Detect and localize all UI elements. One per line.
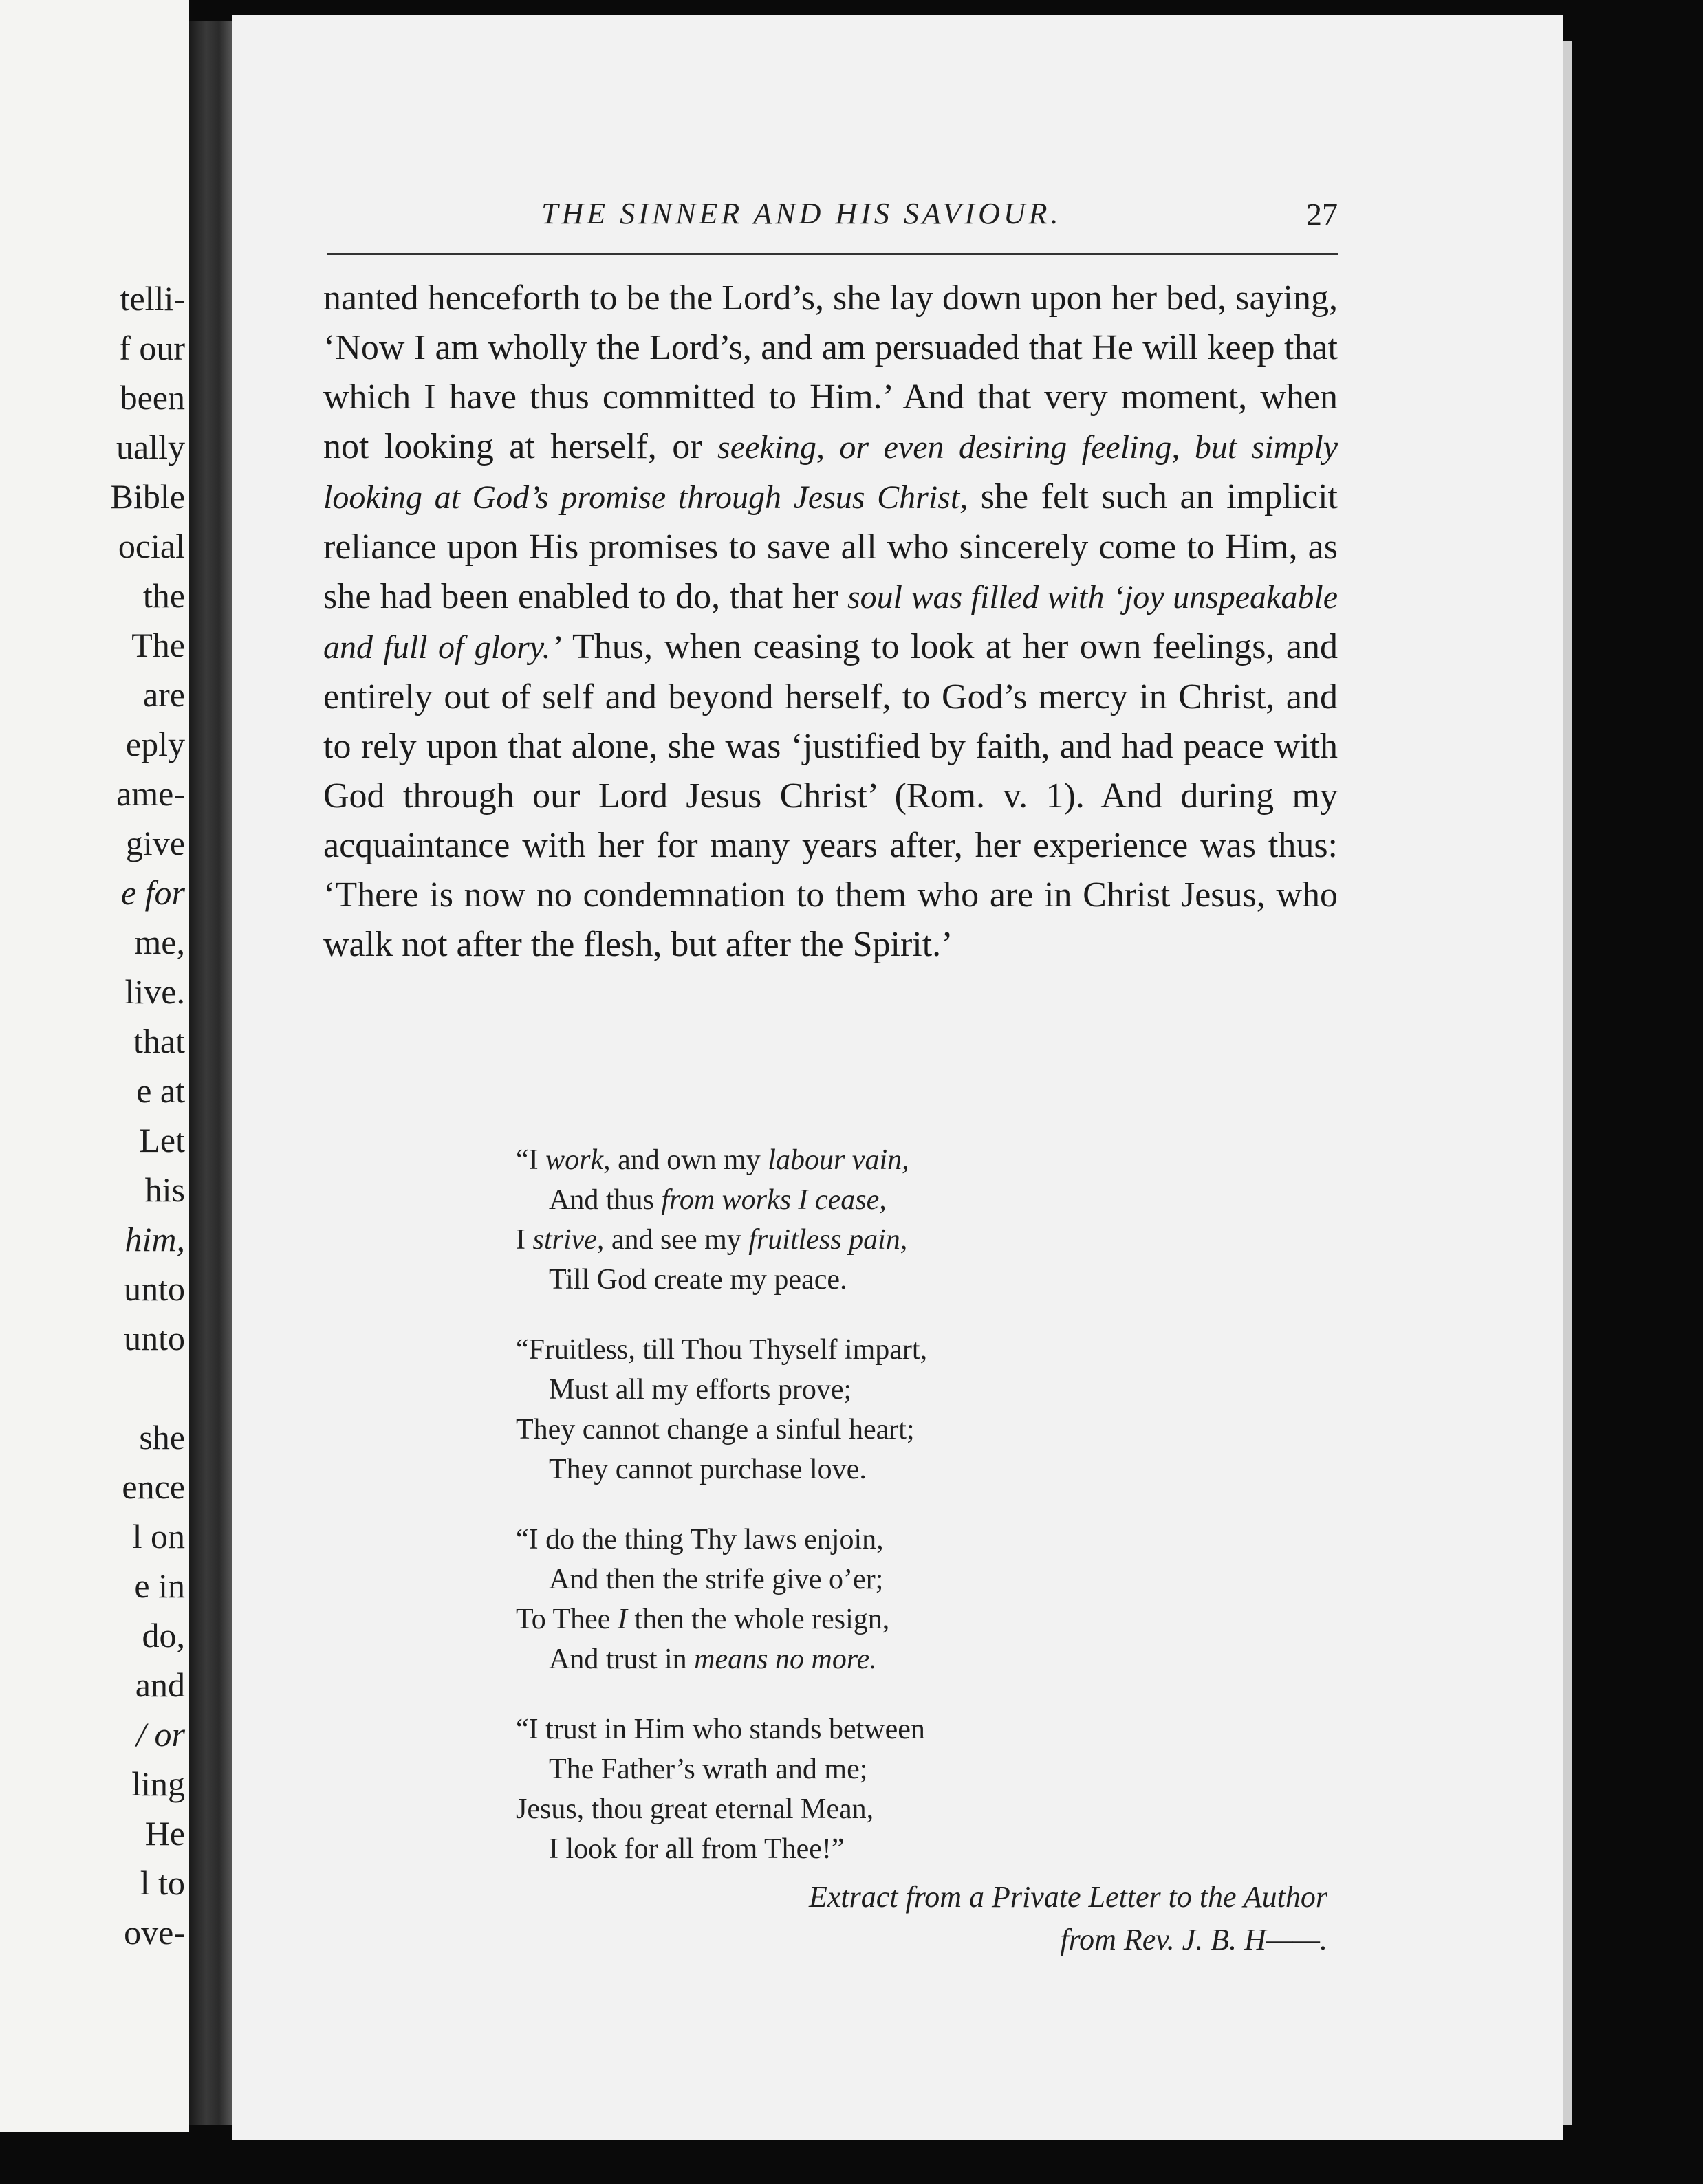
page-number: 27 <box>1306 197 1338 232</box>
verse-line: “I trust in Him who stands between <box>516 1714 925 1745</box>
verse-text: To Thee <box>516 1604 618 1635</box>
verse-text: “I <box>516 1144 546 1176</box>
attribution <box>481 1876 1327 1961</box>
previous-page-line: the <box>142 576 185 615</box>
previous-page-line: The <box>131 626 185 664</box>
previous-page-line: are <box>142 675 185 714</box>
verse-text: I <box>516 1224 533 1256</box>
verse-text: And trust in <box>549 1644 695 1675</box>
previous-page-line: He <box>144 1814 185 1853</box>
stanza-2 <box>516 1330 1135 1489</box>
previous-page-line: unto <box>124 1269 185 1308</box>
page-edge <box>1563 41 1572 2125</box>
verse-text: , and see my <box>596 1224 749 1256</box>
previous-page-line: ove- <box>124 1913 185 1952</box>
body-text-segment: nanted henceforth to be the Lord’s, she lay down upon her bed, saying, ‘Now I am wholly the Lord’s, and am persuaded that He will keep that which I have thus committed to Him.’ And that very moment, when not looking at herself, or <box>323 279 1338 466</box>
verse-line: “I do the thing Thy laws enjoin, <box>516 1524 884 1555</box>
verse-line <box>516 1220 1135 1260</box>
verse-line <box>516 1639 1135 1679</box>
previous-page-line: been <box>120 378 185 417</box>
previous-page-line: do, <box>142 1616 185 1655</box>
previous-page-line: and <box>135 1666 185 1704</box>
verse-text: And thus <box>549 1184 662 1216</box>
previous-page-line: his <box>144 1170 185 1209</box>
previous-page-line: Bible <box>110 477 185 516</box>
verse-line: They cannot change a sinful heart; <box>516 1414 915 1445</box>
verse-line: I look for all from Thee!” <box>549 1833 845 1865</box>
stanza-3 <box>516 1520 1135 1679</box>
book-gutter <box>189 21 232 2125</box>
previous-page-line: that <box>133 1022 185 1060</box>
previous-page-line: e for <box>120 873 185 912</box>
previous-page-line: ling <box>131 1765 185 1803</box>
previous-page-line: she <box>139 1418 185 1456</box>
verse-line: Jesus, thou great eternal Mean, <box>516 1793 874 1825</box>
verse-line <box>516 1140 1135 1180</box>
previous-page-line: f our <box>119 329 185 367</box>
previous-page-edge <box>0 0 189 2132</box>
verse-italic: fruitless pain, <box>748 1224 908 1256</box>
previous-page-text <box>111 274 185 1957</box>
previous-page-line: l on <box>132 1517 185 1555</box>
previous-page-line: l to <box>140 1864 185 1902</box>
body-paragraph <box>323 274 1338 970</box>
previous-page-line: give <box>125 824 185 862</box>
verse-italic: means no more. <box>694 1644 877 1675</box>
previous-page-line: ence <box>122 1467 185 1506</box>
verse-text: , and own my <box>603 1144 768 1176</box>
previous-page-line: e at <box>136 1071 185 1110</box>
previous-page-line: ame- <box>116 774 185 813</box>
header-rule <box>327 253 1338 255</box>
verse-line: They cannot purchase love. <box>549 1454 867 1485</box>
verse-line <box>516 1599 1135 1639</box>
verse-italic: from works I cease, <box>661 1184 887 1216</box>
verse-line: Till God create my peace. <box>549 1264 847 1296</box>
body-italic-segment: soul was filled with ‘joy unspeakable and full of glory.’ <box>323 579 1338 666</box>
previous-page-line: unto <box>124 1319 185 1357</box>
attribution-line: from Rev. J. B. H——. <box>1060 1923 1327 1956</box>
previous-page-line: ually <box>116 428 185 466</box>
verse-line: “Fruitless, till Thou Thyself impart, <box>516 1334 928 1366</box>
stanza-1 <box>516 1140 1135 1300</box>
previous-page-line: e in <box>134 1566 185 1605</box>
attribution-line: Extract from a Private Letter to the Author <box>808 1880 1327 1914</box>
previous-page-blank-line <box>111 1363 185 1412</box>
verse-line: And then the strife give o’er; <box>549 1564 884 1595</box>
verse-italic: strive <box>532 1224 597 1256</box>
verse-line: Must all my efforts prove; <box>549 1374 852 1406</box>
previous-page-line: ocial <box>118 527 185 565</box>
previous-page-line: live. <box>124 972 185 1011</box>
previous-page-line: telli- <box>120 279 185 318</box>
hymn-verses <box>516 1140 1135 1899</box>
stanza-4 <box>516 1710 1135 1869</box>
verse-italic: I <box>617 1604 627 1635</box>
previous-page-line: me, <box>134 923 185 961</box>
verse-italic: labour vain, <box>768 1144 909 1176</box>
body-text-segment: she felt such an implicit reliance upon His promises to save all who sincerely come to Him, as she had been enabled to do, that her <box>323 477 1338 616</box>
verse-line: The Father’s wrath and me; <box>549 1754 868 1785</box>
verse-italic: work <box>545 1144 604 1176</box>
previous-page-line: / or <box>136 1715 185 1754</box>
previous-page-line: Let <box>139 1121 185 1159</box>
previous-page-line: him, <box>124 1220 185 1258</box>
body-text-segment: Thus, when ceasing to look at her own feelings, and entirely out of self and beyond herself, to God’s mercy in Christ, and to rely upon that alone, she was ‘justified by faith, and had peace with God through our Lord Jesus Christ’ (Rom. v. 1). And during my acquaintance with her for many years after, her experience was thus: ‘There is now no condemnation to them who are in Christ Jesus, who walk not after the flesh, but after the Spirit.’ <box>323 627 1338 964</box>
running-title: THE SINNER AND HIS SAVIOUR. <box>541 197 1062 230</box>
running-head <box>327 196 1338 244</box>
previous-page-line: eply <box>125 725 185 763</box>
body-italic-segment: seeking, or even desiring feeling, but simply looking at God’s promise through Jesus Christ, <box>323 429 1338 516</box>
verse-line <box>516 1180 1135 1220</box>
verse-text: then the whole resign, <box>627 1604 890 1635</box>
